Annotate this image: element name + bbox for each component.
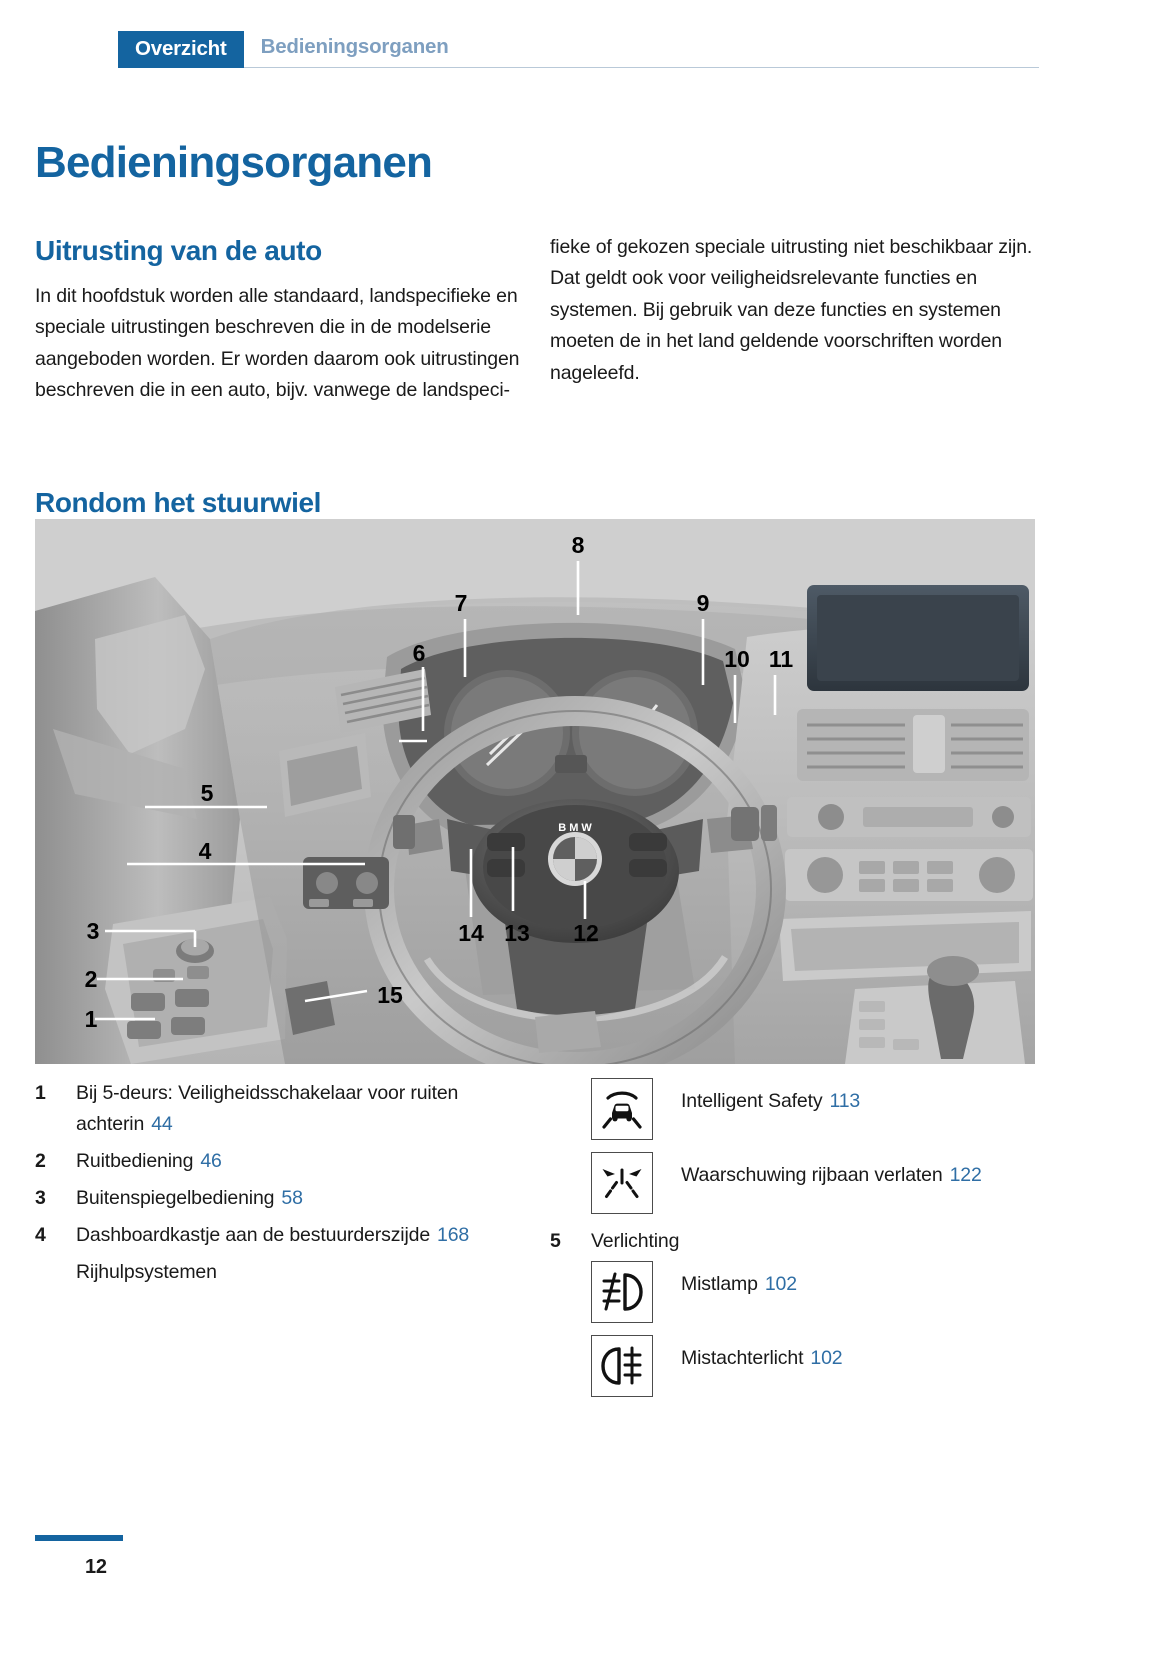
- legend-label: [681, 1335, 1042, 1374]
- rear-fog-lamp-glyph: [599, 1345, 645, 1387]
- cockpit-illustration-svg: [35, 519, 1035, 1064]
- legend-item-intelligent-safety: [550, 1078, 1042, 1140]
- callout-4: 4: [198, 838, 212, 864]
- legend-page-reference[interactable]: 122: [949, 1164, 982, 1186]
- legend-item-driver-assistance: [35, 1257, 533, 1288]
- legend-number: 4: [35, 1224, 46, 1246]
- equipment-paragraph-right: fieke of gekozen speciale uitrusting niet beschikbaar zijn. Dat geldt ook voor veiligheidsrelevante functies en systemen. Bij gebruik van deze functies en systemen moeten de in het land geldende voorschriften worden nageleefd.: [550, 235, 1033, 384]
- legend-label-text: Mistlamp: [681, 1273, 758, 1295]
- legend-label: [681, 1152, 1042, 1191]
- legend-list-right: [550, 1078, 1042, 1409]
- front-fog-lamp-icon: [591, 1261, 653, 1323]
- intelligent-safety-glyph: [599, 1089, 645, 1129]
- legend-label: [76, 1257, 533, 1288]
- legend-list-left: [35, 1078, 533, 1294]
- legend-item-5-lighting: [550, 1226, 1042, 1257]
- callout-10: 10: [724, 646, 750, 672]
- callout-11: 11: [768, 646, 794, 672]
- cockpit-illustration: [35, 519, 1035, 1064]
- legend-item-4: [35, 1220, 533, 1251]
- legend-label-text: Bij 5-deurs: Veiligheidsschakelaar voor ruiten achterin: [76, 1082, 459, 1135]
- legend-label-text: Verlichting: [591, 1230, 680, 1252]
- callout-9: 9: [696, 590, 710, 616]
- legend-item-rear-fog-lamp: [550, 1335, 1042, 1397]
- lane-departure-glyph: [599, 1163, 645, 1203]
- legend-page-reference[interactable]: 168: [437, 1224, 470, 1246]
- section-heading-equipment: Uitrusting van de auto: [35, 235, 322, 267]
- legend-label: [681, 1078, 1042, 1117]
- legend-label: [681, 1261, 1042, 1300]
- callout-7: 7: [454, 590, 468, 616]
- legend-item-3: [35, 1183, 533, 1214]
- callout-6: 6: [412, 640, 426, 666]
- legend-number: 1: [35, 1082, 46, 1104]
- legend-label: [591, 1226, 1042, 1257]
- legend-label: [76, 1183, 533, 1214]
- legend-label: [76, 1220, 533, 1251]
- legend-label: [76, 1146, 533, 1177]
- legend-label-text: Ruitbediening: [76, 1150, 194, 1172]
- legend-item-2: [35, 1146, 533, 1177]
- header-section-label: Bedieningsorganen: [260, 34, 449, 58]
- section-heading-steering-wheel: Rondom het stuurwiel: [35, 487, 322, 519]
- page-title: Bedieningsorganen: [35, 138, 433, 188]
- legend-item-1: [35, 1078, 533, 1140]
- legend-label-text: Buitenspiegelbediening: [76, 1187, 275, 1209]
- legend-page-reference[interactable]: 102: [810, 1347, 843, 1369]
- legend-item-lane-departure-warning: [550, 1152, 1042, 1214]
- callout-13: 13: [504, 920, 530, 946]
- callout-14: 14: [458, 920, 484, 946]
- legend-number: 2: [35, 1150, 46, 1172]
- header-section-wrap: [244, 31, 1039, 68]
- legend-item-front-fog-lamp: [550, 1261, 1042, 1323]
- header-chapter-tab: Overzicht: [118, 31, 244, 68]
- footer-page-number: 12: [85, 1556, 107, 1578]
- legend-label: [76, 1078, 533, 1140]
- legend-number: 5: [550, 1230, 561, 1252]
- footer-rule: [35, 1535, 123, 1541]
- legend-label-text: Rijhulpsystemen: [76, 1261, 217, 1283]
- legend-number: 3: [35, 1187, 46, 1209]
- callout-8: 8: [571, 532, 585, 558]
- equipment-paragraph-left: In dit hoofdstuk worden alle standaard, landspecifieke en speciale uitrustingen beschreven die in de modelserie aangeboden worden. Er worden daarom ook uitrustingen beschreven die in een auto, bijv. vanwege de landspeci-: [35, 284, 520, 401]
- callout-5: 5: [200, 780, 214, 806]
- legend-page-reference[interactable]: 46: [200, 1150, 222, 1172]
- lane-departure-warning-icon: [591, 1152, 653, 1214]
- legend-label-text: Dashboardkastje aan de bestuurderszijde: [76, 1224, 431, 1246]
- legend-label-text: Waarschuwing rijbaan verlaten: [681, 1164, 943, 1186]
- callout-12: 12: [573, 920, 599, 946]
- callout-2: 2: [84, 966, 98, 992]
- callout-15: 15: [377, 982, 403, 1008]
- legend-page-reference[interactable]: 58: [281, 1187, 303, 1209]
- intelligent-safety-icon: [591, 1078, 653, 1140]
- callout-3: 3: [86, 918, 100, 944]
- legend-label-text: Mistachterlicht: [681, 1347, 804, 1369]
- legend-page-reference[interactable]: 102: [764, 1273, 797, 1295]
- svg-text:B M W: B M W: [558, 822, 592, 834]
- legend-page-reference[interactable]: 113: [829, 1090, 861, 1112]
- callout-1: 1: [84, 1006, 98, 1032]
- legend-label-text: Intelligent Safety: [681, 1090, 823, 1112]
- front-fog-lamp-glyph: [599, 1271, 645, 1313]
- legend-page-reference[interactable]: 44: [151, 1113, 173, 1135]
- rear-fog-lamp-icon: [591, 1335, 653, 1397]
- running-header: [118, 31, 1039, 68]
